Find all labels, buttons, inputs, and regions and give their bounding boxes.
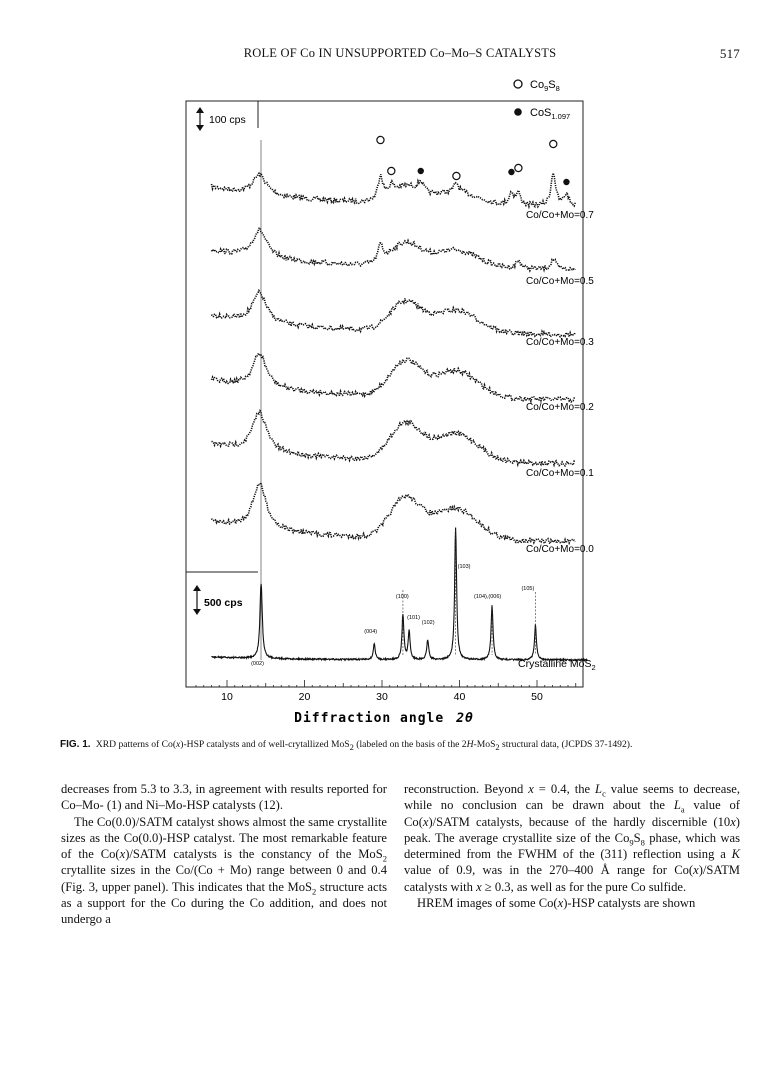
peak-label: (100) <box>395 594 409 600</box>
legend-co9s8: $Co_9S_8$ <box>530 79 560 93</box>
trace-co-co-mo-0-1 <box>212 411 576 466</box>
caption-text: XRD patterns of Co(x)-HSP catalysts and of well-crytallized MoS$_2$ (labeled on the basis of the 2H-MoS$_2$ structural data, (JCPDS 37-1492). <box>95 739 633 752</box>
trace-co-co-mo-0-0 <box>212 483 576 544</box>
phase-markers <box>377 136 570 185</box>
running-title: ROLE OF Co IN UNSUPPORTED Co–Mo–S CATALYSTS <box>243 46 557 60</box>
paragraph: The Co(0.0)/SATM catalyst shows almost the same crystallite sizes as the Co(0.0)-HSP catalyst. The most remarkable feature of the Co(x)/SATM catalysts is the constancy of the MoS$_2$ crytallite sizes in the Co/(Co + Mo) range between 0 and 0.4 (Fig. 3, upper panel). This indicates that the MoS$_2$ structure acts as a support for the Co during the Co addition, and does not undergo a <box>61 814 387 927</box>
trace-co-co-mo-0-7 <box>212 173 576 207</box>
figure-caption <box>60 738 740 752</box>
x-axis <box>186 680 583 703</box>
x-tick-label: 40 <box>453 691 466 703</box>
upper-scale-bar <box>196 107 246 131</box>
x-tick-label: 20 <box>298 691 311 703</box>
lower-scale-label: 500 cps <box>204 597 243 609</box>
peak-label: (104),(006) <box>474 594 502 600</box>
trace-co-co-mo-0-3 <box>212 291 576 337</box>
peak-label: (102) <box>421 620 435 626</box>
curve-label: Co/Co+Mo=0.5 <box>526 276 594 287</box>
peak-label: (101) <box>407 615 420 621</box>
legend-cos: CoS$_{1.097}$ <box>530 107 571 121</box>
paragraph: HREM images of some Co(x)-HSP catalysts are shown <box>417 896 696 911</box>
co9s8-marker <box>515 164 522 171</box>
cos-marker <box>563 179 569 185</box>
body-left-column <box>61 781 387 928</box>
trace-co-co-mo-0-5 <box>212 228 576 271</box>
page-number: 517 <box>719 46 740 61</box>
crystalline-label: Crystalline MoS$_2$ <box>518 658 596 672</box>
curve-label: Co/Co+Mo=0.1 <box>526 468 594 479</box>
peak-label: (103) <box>457 564 471 570</box>
caption-label: FIG. 1. <box>60 739 91 750</box>
body-right-column <box>404 781 740 911</box>
lower-scale-bar <box>193 585 243 615</box>
legend <box>514 79 570 121</box>
co9s8-marker <box>550 140 557 147</box>
x-tick-label: 30 <box>376 691 388 703</box>
peak-label: (105) <box>521 586 535 592</box>
co9s8-marker <box>377 136 384 143</box>
paragraph: decreases from 5.3 to 3.3, in agreement with results reported for Co–Mo- (1) and Ni–Mo-HSP catalysts (12). <box>61 782 387 813</box>
co9s8-marker <box>453 172 460 179</box>
x-axis-label: Diffraction angle 2θ <box>294 711 474 726</box>
trace-co-co-mo-0-2 <box>212 353 576 401</box>
open-circle-icon <box>514 80 522 88</box>
curve-label: Co/Co+Mo=0.7 <box>526 210 594 221</box>
upper-scale-label: 100 cps <box>209 114 246 126</box>
x-tick-label: 50 <box>531 691 543 703</box>
paragraph: reconstruction. Beyond x = 0.4, the $L_c$ value seems to decrease, while no conclusion can be drawn about the $L_a$ value of Co(x)/SATM catalysts, because of the hardly discernible (10x) peak. The average crystallite size of the $Co_9S_8$ phase, which was determined from the FWHM of the (311) reflection using a K value of 0.9, was in the 270–400 Å range for Co(x)/SATM catalysts with x ≥ 0.3, as well as for the pure Co sulfide. <box>404 782 740 894</box>
peak-label: (002) <box>251 661 264 667</box>
curve-label: Co/Co+Mo=0.2 <box>526 402 594 413</box>
co9s8-marker <box>388 167 395 174</box>
cos-marker <box>418 168 424 174</box>
curve-label: Co/Co+Mo=0.0 <box>526 544 594 555</box>
curve-label: Co/Co+Mo=0.3 <box>526 337 594 348</box>
plot-frame <box>186 101 583 687</box>
cos-marker <box>508 169 514 175</box>
x-tick-label: 10 <box>221 691 233 703</box>
filled-circle-icon <box>514 108 522 116</box>
peak-label: (004) <box>364 629 378 635</box>
